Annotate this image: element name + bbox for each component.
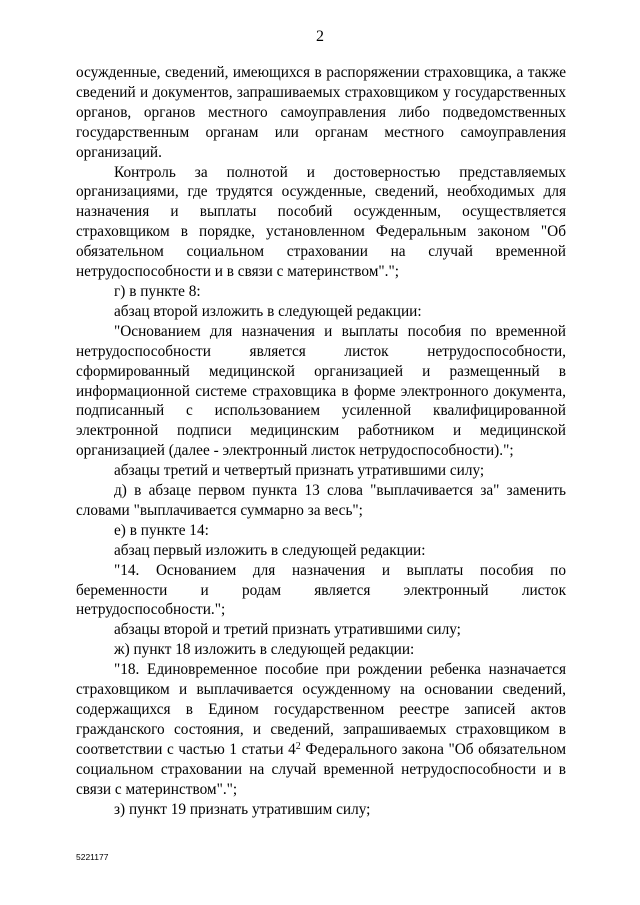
paragraph: абзац второй изложить в следующей редакции: xyxy=(114,302,422,320)
paragraph: д) в абзаце первом пункта 13 слова "выплачивается за" заменить словами "выплачивается суммарно за весь"; xyxy=(76,482,566,519)
superscript: 2 xyxy=(295,740,301,752)
paragraph: з) пункт 19 признать утратившим силу; xyxy=(114,800,371,818)
paragraph: абзацы второй и третий признать утратившими силу; xyxy=(114,621,461,639)
paragraph xyxy=(76,660,566,799)
paragraph-text: "18. Единовременное пособие при рождении ребенка назначается страховщиком и выплачивается осужденному на основании сведений, содержащихся в Едином государственном реестре записей актов гражданского состояния, и сведений, запрашиваемых страховщиком в соответствии с частью 1 статьи 4 xyxy=(76,661,566,758)
paragraph: "Основанием для назначения и выплаты пособия по временной нетрудоспособности является листок нетрудоспособности, сформированный медицинской организацией и размещенный в информационной системе страховщика в форме электронного документа, подписанный с использованием усиленной квалифицированной электронной подписи медицинским работником и медицинской организацией (далее - электронный листок нетрудоспособности)."; xyxy=(76,322,566,460)
page-number: 2 xyxy=(316,28,324,45)
paragraph: "14. Основанием для назначения и выплаты пособия по беременности и родам является электронный листок нетрудоспособности."; xyxy=(76,561,566,619)
paragraph: абзац первый изложить в следующей редакции: xyxy=(114,541,426,559)
paragraph: е) в пункте 14: xyxy=(114,521,209,539)
paragraph: ж) пункт 18 изложить в следующей редакции: xyxy=(114,641,415,659)
paragraph: г) в пункте 8: xyxy=(114,282,201,300)
document-code: 5221177 xyxy=(76,852,109,862)
document-body xyxy=(76,63,566,819)
paragraph: осужденные, сведений, имеющихся в распоряжении страховщика, а также сведений и документов, запрашиваемых страховщиком у государственных органов, органов местного самоуправления либо подведомственных государственным органам или органам местного самоуправления организаций. xyxy=(76,64,566,161)
paragraph: Контроль за полнотой и достоверностью представляемых организациями, где трудятся осужденные, сведений, необходимых для назначения и выплаты пособий осужденным, осуществляется страховщиком в порядке, установленном Федеральным законом "Об обязательном социальном страховании на случай временной нетрудоспособности и в связи с материнством"."; xyxy=(76,163,566,281)
paragraph-text: Федерального закона "Об обязательном социальном страховании на случай временной нетрудоспособности и в связи с материнством"."; xyxy=(76,740,566,798)
paragraph: абзацы третий и четвертый признать утратившими силу; xyxy=(114,462,485,480)
